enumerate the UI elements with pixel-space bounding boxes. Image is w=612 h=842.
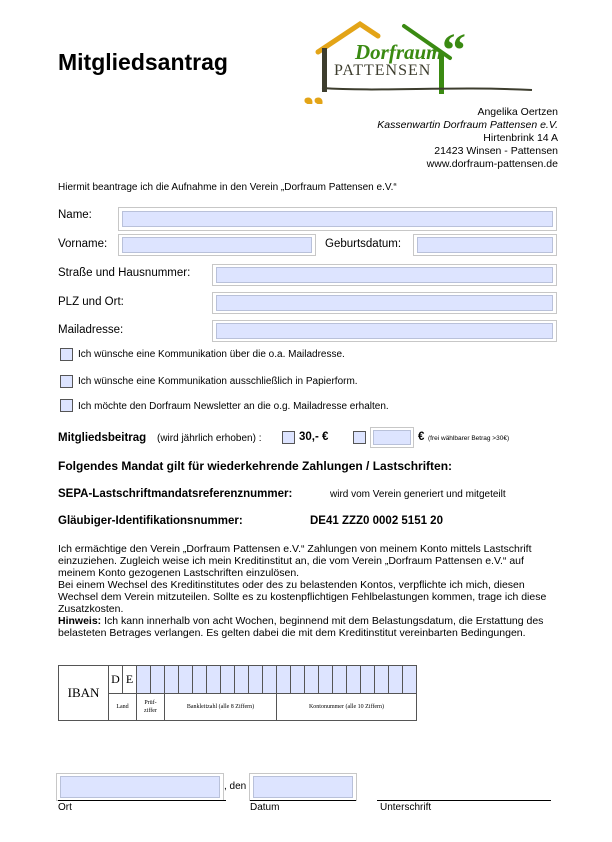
sepa-label: SEPA-Lastschriftmandatsreferenznummer: [58, 488, 293, 500]
iban-digit-box[interactable] [305, 666, 319, 694]
iban-input-row [59, 666, 417, 694]
unterschrift-caption: Unterschrift [380, 802, 432, 813]
address-city: 21423 Winsen - Pattensen [434, 145, 558, 157]
page-title: Mitgliedsantrag [58, 49, 228, 75]
address-web: www.dorfraum-pattensen.de [426, 158, 558, 170]
hinweis-text: Ich kann innerhalb von acht Wochen, beginnend mit dem Belastungsdatum, die Erstattung des belasteten Betrages verlangen. Es gelten dabei die mit dem Kreditinstitut vereinbarten Bedingungen. [58, 615, 544, 639]
iban-digit-box[interactable] [375, 666, 389, 694]
beitrag-euro: € [418, 431, 425, 443]
mail-label: Mailadresse: [58, 324, 124, 336]
datum-input[interactable] [253, 776, 353, 798]
logo-underline [322, 88, 532, 90]
geburtsdatum-input[interactable] [417, 237, 553, 253]
beitrag-label: Mitgliedsbeitrag [58, 432, 147, 444]
name-input[interactable] [122, 211, 553, 227]
logo-quote-gold: „ [302, 63, 325, 104]
logo [300, 18, 540, 104]
iban-caption-land: Land [109, 693, 137, 721]
datum-line [250, 800, 356, 801]
vorname-label: Vorname: [58, 238, 108, 250]
iban-digit-box[interactable] [291, 666, 305, 694]
iban-digit-box[interactable] [235, 666, 249, 694]
iban-caption-pruef-1: Prüf- [144, 699, 157, 706]
unterschrift-line [377, 800, 551, 801]
mandat-heading: Folgendes Mandat gilt für wiederkehrende Zahlungen / Lastschriften: [58, 459, 453, 473]
glaeubiger-label: Gläubiger-Identifikationsnummer: [58, 515, 243, 527]
checkbox-newsletter[interactable] [60, 399, 73, 412]
iban-digit-box[interactable] [151, 666, 165, 694]
hinweis-label: Hinweis: [58, 615, 102, 627]
mandate-paragraph-1: Ich ermächtige den Verein „Dorfraum Pattensen e.V.“ Zahlungen von meinem Konto mittels Lastschrift einzuziehen. Zugleich weise ich mein Kreditinstitut an, die vom Verein „Dorfraum Pattensen e.V.“ auf meinem Konto gezogenen Lastschriften einzulösen. [58, 543, 532, 579]
address-name: Angelika Oertzen [477, 106, 558, 118]
mandate-paragraph-hinweis [58, 615, 558, 639]
iban-digit-box[interactable] [403, 666, 417, 694]
iban-label: IBAN [59, 666, 109, 721]
ort-caption: Ort [58, 802, 72, 813]
beitrag-free-checkbox[interactable] [353, 431, 366, 444]
iban-caption-row [59, 693, 417, 721]
address-role: Kassenwartin Dorfraum Pattensen e.V. [377, 119, 558, 131]
checkbox-paper-communication[interactable] [60, 375, 73, 388]
datum-caption: Datum [250, 802, 280, 813]
iban-digit-box[interactable] [347, 666, 361, 694]
iban-digit-box[interactable] [221, 666, 235, 694]
strasse-label: Straße und Hausnummer: [58, 267, 191, 279]
checkbox-mail-communication[interactable] [60, 348, 73, 361]
den-label: , den [224, 781, 247, 792]
beitrag-30-checkbox[interactable] [282, 431, 295, 444]
logo-text-line1: Dorfraum [355, 40, 443, 64]
iban-digit-box[interactable] [263, 666, 277, 694]
address-street: Hirtenbrink 14 A [483, 132, 558, 144]
plz-label: PLZ und Ort: [58, 296, 124, 308]
sepa-value: wird vom Verein generiert und mitgeteilt [330, 489, 506, 500]
beitrag-free-input[interactable] [373, 430, 411, 445]
mandate-paragraph-2: Bei einem Wechsel des Kreditinstitutes oder des zu belastenden Kontos, verpflichte ich mich, diesen Wechsel dem Verein mitzuteilen. Sollte es zu kostenpflichtigen Fehlbelastungen kommen, trage ich diese Zusatzkosten. [58, 579, 547, 615]
iban-digit-box[interactable] [277, 666, 291, 694]
iban-digit-box[interactable] [193, 666, 207, 694]
strasse-input[interactable] [216, 267, 553, 283]
iban-caption-konto: Kontonummer (alle 10 Ziffern) [277, 693, 417, 721]
checkbox-newsletter-label: Ich möchte den Dorfraum Newsletter an die o.g. Mailadresse erhalten. [78, 401, 389, 412]
iban-caption-pruefziffer [137, 693, 165, 721]
sepa-mandate-text [58, 543, 558, 639]
iban-digit-box[interactable] [165, 666, 179, 694]
iban-digit-box[interactable] [319, 666, 333, 694]
checkbox-paper-communication-label: Ich wünsche eine Kommunikation ausschließlich in Papierform. [78, 376, 358, 387]
iban-digit-box[interactable] [249, 666, 263, 694]
iban-caption-blz: Bankleitzahl (alle 8 Ziffern) [165, 693, 277, 721]
logo-text-line2: PATTENSEN [334, 62, 432, 79]
mail-input[interactable] [216, 323, 553, 339]
address-block [377, 106, 558, 171]
iban-country-e: E [123, 666, 137, 694]
vorname-input[interactable] [122, 237, 312, 253]
beitrag-amount: 30,- € [299, 431, 329, 443]
name-label: Name: [58, 209, 92, 221]
iban-table [58, 665, 417, 721]
ort-line [58, 800, 226, 801]
checkbox-mail-communication-label: Ich wünsche eine Kommunikation über die o.a. Mailadresse. [78, 349, 345, 360]
iban-digit-box[interactable] [179, 666, 193, 694]
iban-digit-box[interactable] [207, 666, 221, 694]
plz-input[interactable] [216, 295, 553, 311]
geburtsdatum-label: Geburtsdatum: [325, 238, 402, 250]
iban-digit-box[interactable] [389, 666, 403, 694]
iban-digit-box[interactable] [361, 666, 375, 694]
beitrag-free-note: (frei wählbarer Betrag >30€) [428, 435, 510, 442]
logo-quote-green: “ [442, 24, 466, 77]
iban-caption-pruef-2: ziffer [144, 707, 157, 714]
glaeubiger-value: DE41 ZZZ0 0002 5151 20 [310, 515, 443, 527]
iban-country-d: D [109, 666, 123, 694]
iban-digit-box[interactable] [137, 666, 151, 694]
iban-digit-box[interactable] [333, 666, 347, 694]
ort-input[interactable] [60, 776, 220, 798]
intro-text: Hiermit beantrage ich die Aufnahme in den Verein „Dorfraum Pattensen e.V.“ [58, 182, 397, 193]
beitrag-note: (wird jährlich erhoben) : [157, 433, 262, 444]
